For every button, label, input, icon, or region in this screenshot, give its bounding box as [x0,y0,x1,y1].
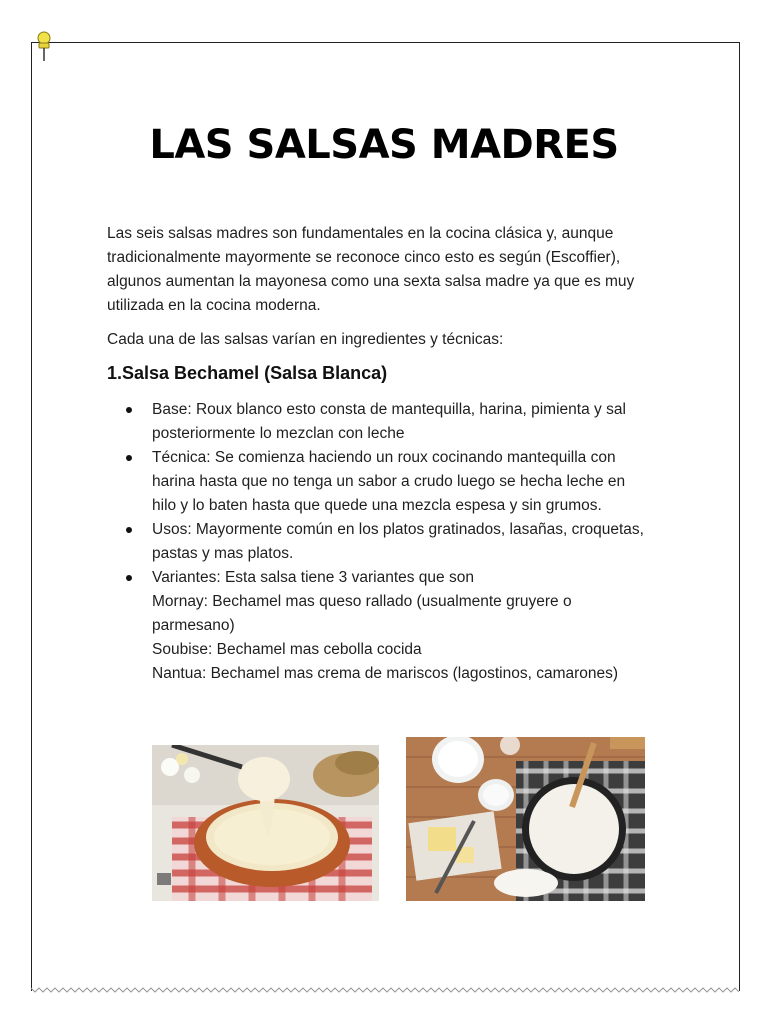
document-title: LAS SALSAS MADRES [149,122,619,168]
bullet-icon [126,575,132,581]
bullet-icon [126,407,132,413]
page-break-edge [31,982,739,994]
bullet-icon [126,527,132,533]
list-item: Base: Roux blanco esto consta de mantequilla, harina, pimienta y sal posteriormente lo mezclan con leche [126,398,686,446]
intro-paragraph [107,222,667,318]
bullet-icon [126,455,132,461]
bechamel-bowl-photo[interactable] [152,745,379,901]
list-item: Variantes: Esta salsa tiene 3 variantes que son Mornay: Bechamel mas queso rallado (usualmente gruyere o parmesano) Soubise: Bechamel mas cebolla cocida Nantua: Bechamel mas crema de mariscos (lagostinos, camarones) [126,566,686,686]
second-paragraph: Cada una de las salsas varían en ingredientes y técnicas: [107,331,504,348]
intro-line: utilizada en la cocina moderna. [107,297,321,314]
list-item: Usos: Mayormente común en los platos gratinados, lasañas, croquetas, pastas y mas platos. [126,518,686,566]
bullet-list [126,398,686,686]
intro-line: Las seis salsas madres son fundamentales en la cocina clásica y, aunque [107,225,614,242]
pushpin-icon[interactable] [34,31,54,63]
list-item: Técnica: Se comienza haciendo un roux cocinando mantequilla con harina hasta que no tenga un sabor a crudo luego se hecha leche en hilo y lo baten hasta que quede una mezcla espesa y sin grumos. [126,446,686,518]
bechamel-pan-ingredients-photo[interactable] [406,737,645,901]
intro-line: algunos aumentan la mayonesa como una sexta salsa madre ya que es muy [107,273,635,290]
intro-line: tradicionalmente mayormente se reconoce cinco esto es según (Escoffier), [107,249,621,266]
section-heading: 1.Salsa Bechamel (Salsa Blanca) [107,363,388,383]
